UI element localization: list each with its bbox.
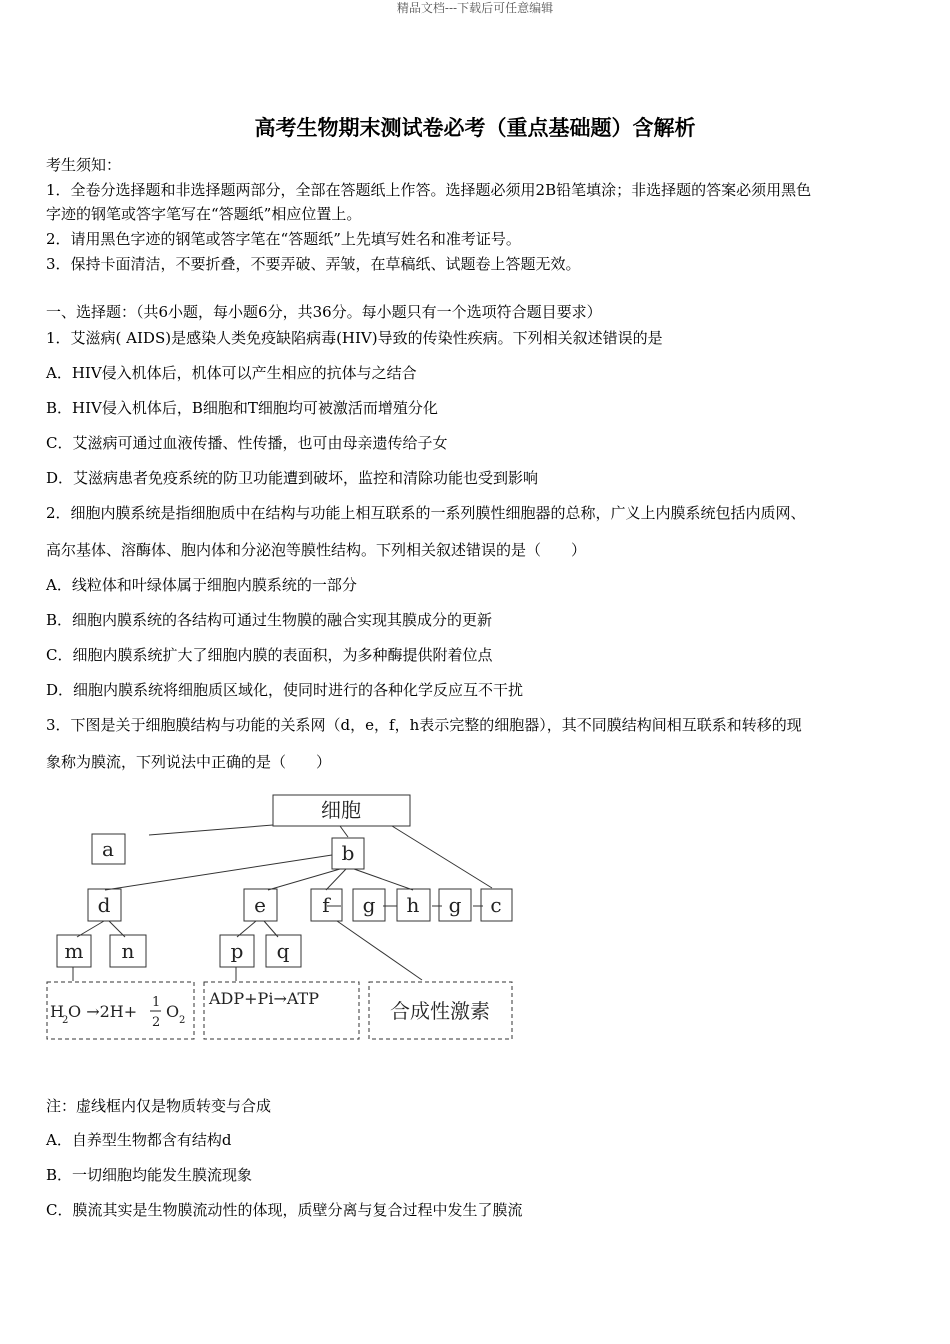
node-h: h bbox=[406, 893, 420, 917]
node-c: c bbox=[490, 893, 502, 917]
q2-option-d: D．细胞内膜系统将细胞质区域化，使同时进行的各种化学反应互不干扰 bbox=[46, 681, 524, 699]
node-g1: g bbox=[362, 893, 376, 917]
q3-option-b: B．一切细胞均能发生膜流现象 bbox=[46, 1166, 253, 1184]
q1-option-b: B．HIV侵入机体后，B细胞和T细胞均可被激活而增殖分化 bbox=[46, 399, 438, 417]
box1-denominator: 2 bbox=[152, 1015, 161, 1030]
node-d: d bbox=[97, 893, 111, 917]
q2-option-a: A．线粒体和叶绿体属于细胞内膜系统的一部分 bbox=[46, 576, 357, 594]
notice-heading: 考生须知： bbox=[46, 156, 122, 174]
q2-stem-line1: 2．细胞内膜系统是指细胞质中在结构与功能上相互联系的一系列膜性细胞器的总称，广义上内膜系统包括内质网、 bbox=[46, 504, 806, 522]
box1-o: O bbox=[166, 1002, 180, 1021]
q3-note: 注：虚线框内仅是物质转变与合成 bbox=[46, 1097, 272, 1115]
node-p: p bbox=[230, 939, 244, 963]
q3-option-c: C．膜流其实是生物膜流动性的体现，质壁分离与复合过程中发生了膜流 bbox=[46, 1201, 523, 1219]
node-g2: g bbox=[448, 893, 462, 917]
box2-text: ADP+Pi→ATP bbox=[209, 989, 319, 1008]
node-b: b bbox=[341, 841, 355, 865]
box1-numerator: 1 bbox=[152, 995, 161, 1010]
node-f: f bbox=[322, 893, 330, 917]
notice-item-1: 1．全卷分选择题和非选择题两部分，全部在答题纸上作答。选择题必须用2B铅笔填涂；非选择题的答案必须用黑色 bbox=[46, 181, 812, 199]
q2-option-c: C．细胞内膜系统扩大了细胞内膜的表面积，为多种酶提供附着位点 bbox=[46, 646, 493, 664]
page-header: 精品文档---下载后可任意编辑 bbox=[396, 1, 554, 15]
notice-item-2: 2．请用黑色字迹的钢笔或答字笔在“答题纸”上先填写姓名和准考证号。 bbox=[46, 230, 521, 248]
notice-item-1-cont: 字迹的钢笔或答字笔写在“答题纸”相应位置上。 bbox=[46, 205, 362, 223]
q1-option-d: D．艾滋病患者免疫系统的防卫功能遭到破坏，监控和清除功能也受到影响 bbox=[46, 469, 539, 487]
q1-stem: 1．艾滋病( AIDS)是感染人类免疫缺陷病毒(HIV)导致的传染性疾病。下列相关叙述错误的是 bbox=[46, 329, 663, 347]
q1-option-a: A．HIV侵入机体后，机体可以产生相应的抗体与之结合 bbox=[46, 364, 417, 382]
box1-h: H bbox=[50, 1002, 64, 1021]
box1-mid: O →2H+ bbox=[68, 1002, 138, 1021]
node-q: q bbox=[276, 939, 290, 963]
page-title: 高考生物期末测试卷必考（重点基础题）含解析 bbox=[254, 116, 696, 140]
node-a: a bbox=[102, 837, 114, 861]
notice-item-3: 3．保持卡面清洁，不要折叠，不要弄破、弄皱，在草稿纸、试题卷上答题无效。 bbox=[46, 255, 581, 273]
node-n: n bbox=[121, 939, 135, 963]
section-heading: 一、选择题：（共6小题，每小题6分，共36分。每小题只有一个选项符合题目要求） bbox=[46, 303, 602, 321]
node-e: e bbox=[254, 893, 266, 917]
q1-option-c: C．艾滋病可通过血液传播、性传播，也可由母亲遗传给子女 bbox=[46, 434, 448, 452]
node-m: m bbox=[64, 939, 84, 963]
box3-text: 合成性激素 bbox=[390, 999, 490, 1023]
q3-option-a: A．自养型生物都含有结构d bbox=[46, 1131, 232, 1149]
q3-stem-line1: 3．下图是关于细胞膜结构与功能的关系网（d，e，f，h表示完整的细胞器），其不同膜结构间相互联系和转移的现 bbox=[46, 716, 802, 734]
membrane-relationship-diagram bbox=[40, 790, 530, 1050]
q2-option-b: B．细胞内膜系统的各结构可通过生物膜的融合实现其膜成分的更新 bbox=[46, 611, 493, 629]
q2-stem-line2: 高尔基体、溶酶体、胞内体和分泌泡等膜性结构。下列相关叙述错误的是（ ） bbox=[46, 541, 587, 559]
root-label: 细胞 bbox=[321, 798, 361, 822]
box1-sub2: 2 bbox=[179, 1015, 186, 1026]
box1-sub: 2 bbox=[62, 1015, 69, 1026]
q3-stem-line2: 象称为膜流，下列说法中正确的是（ ） bbox=[46, 753, 332, 771]
